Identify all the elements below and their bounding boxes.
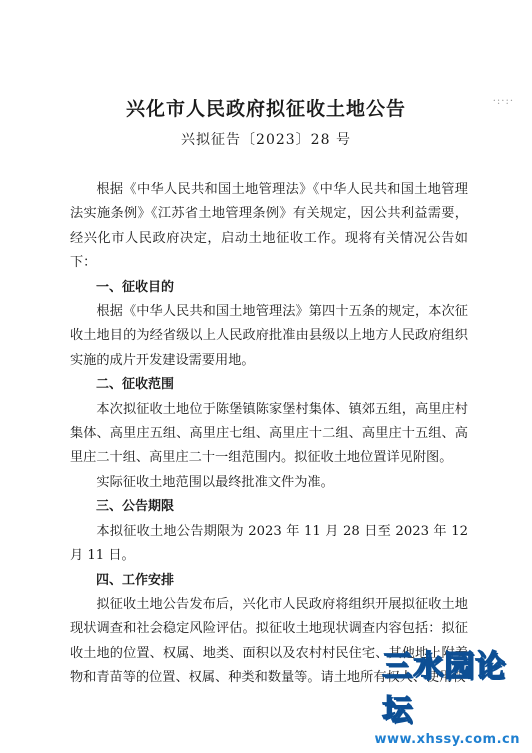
document-number: 兴拟征告〔2023〕28 号 — [181, 132, 351, 148]
page-title: 兴化市人民政府拟征收土地公告 — [125, 98, 406, 120]
document-body — [70, 178, 468, 691]
section-paragraph: 本拟征收土地公告期限为 2023 年 11 月 28 日至 2023 年 12 月 11 日。 — [70, 523, 468, 564]
section-heading: 一、征收目的 — [96, 279, 175, 295]
section-heading: 三、公告期限 — [96, 499, 175, 515]
section-paragraph: 根据《中华人民共和国土地管理法》第四十五条的规定，本次征收土地目的为经省级以上人民政府批准由县级以上地方人民政府组织实施的成片开发建设需要用地。 — [70, 304, 468, 368]
section-heading: 四、工作安排 — [96, 572, 175, 588]
watermark-logo: 三水园论坛 — [382, 649, 506, 728]
section-heading: 二、征收范围 — [96, 377, 175, 393]
scan-speck: ·:·:· — [492, 96, 514, 107]
section-paragraph: 本次拟征收土地位于陈堡镇陈家堡村集体、镇郊五组，高里庄村集体、高里庄五组、高里庄七组、高里庄十二组、高里庄十五组、高里庄二十组、高里庄二十一组范围内。拟征收土地位置详见附图。 — [70, 401, 468, 466]
section-paragraph: 实际征收土地范围以最终批准文件为准。 — [96, 474, 334, 490]
section-paragraph: 拟征收土地公告发布后，兴化市人民政府将组织开展拟征收土地现状调查和社会稳定风险评估。拟征收土地现状调查内容包括：拟征收土地的位置、权属、地类、面积以及农村村民住宅、其他地上附着物和青苗等的位置、权属、种类和数量等。请土地所有权人、使用权 — [70, 596, 468, 686]
watermark-url: www.xhssy.com.cn — [374, 732, 520, 747]
intro-paragraph: 根据《中华人民共和国土地管理法》《中华人民共和国土地管理法实施条例》《江苏省土地管理条例》有关规定，因公共利益需要，经兴化市人民政府决定，启动土地征收工作。现将有关情况公告如下： — [70, 182, 468, 271]
watermark — [374, 649, 532, 753]
